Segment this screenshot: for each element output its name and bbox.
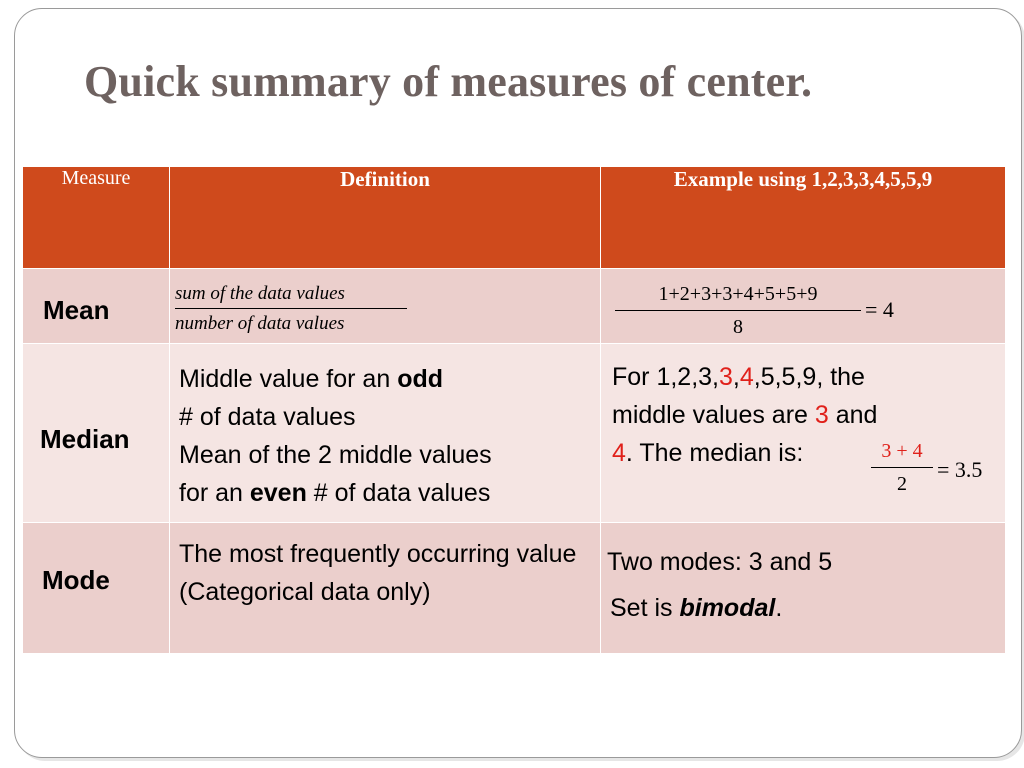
median-definition — [179, 360, 599, 512]
mean-definition-denominator: number of data values — [175, 313, 345, 334]
slide-title: Quick summary of measures of center. — [84, 57, 813, 106]
mode-definition-cell — [170, 523, 601, 654]
mode-ex-line1: Two modes: 3 and 5 — [607, 548, 833, 576]
mean-definition-fraction — [175, 283, 407, 335]
median-ex-red-3: 3 — [719, 363, 733, 391]
median-example-numerator: 3 + 4 — [881, 440, 923, 462]
median-ex-line1-pre: For 1,2,3, — [612, 363, 719, 391]
table-header-row — [23, 167, 1006, 269]
table-row-mode — [23, 523, 1006, 654]
table-row-mean — [23, 269, 1006, 344]
table-row-median — [23, 344, 1006, 523]
mode-example-cell — [601, 523, 1006, 654]
mean-example-numerator: 1+2+3+3+4+5+5+9 — [658, 283, 818, 305]
median-example-cell — [601, 344, 1006, 523]
median-example-denominator: 2 — [897, 473, 907, 495]
mode-ex-bimodal: bimodal — [679, 594, 776, 622]
header-example: Example using 1,2,3,3,4,5,5,9 — [601, 167, 1006, 269]
mean-example-cell — [601, 269, 1006, 344]
fraction-bar — [871, 467, 933, 468]
median-ex-red-4: 4 — [739, 363, 754, 391]
median-def-even: even — [249, 479, 307, 507]
median-example-fraction — [871, 440, 933, 496]
mode-example — [607, 539, 997, 631]
mean-example-denominator: 8 — [733, 316, 743, 338]
median-def-line1-text: Middle value for an — [179, 365, 398, 393]
median-def-line4-post: # of data values — [306, 479, 491, 507]
mean-definition-cell — [170, 269, 601, 344]
median-ex-line2-pre: middle values are — [612, 401, 815, 429]
median-ex-line3-red: 4 — [612, 439, 626, 467]
median-definition-cell — [170, 344, 601, 523]
mode-ex-line2 — [607, 585, 997, 631]
mean-label: Mean — [43, 295, 110, 325]
median-ex-line1-post: ,5,5,9, the — [753, 363, 865, 391]
median-def-line4-pre: for an — [179, 479, 250, 507]
mode-ex-line2-pre: Set is — [610, 594, 680, 622]
median-ex-comma: , — [732, 363, 740, 391]
mode-definition: The most frequently occurring value (Categorical data only) — [179, 540, 577, 606]
median-label: Median — [40, 424, 130, 454]
median-def-line1 — [179, 360, 599, 398]
mean-definition-numerator: sum of the data values — [175, 283, 345, 304]
median-def-line4 — [179, 474, 599, 512]
fraction-bar — [175, 308, 407, 309]
median-def-line2: # of data values — [179, 403, 356, 431]
measures-table — [22, 166, 1006, 654]
median-ex-line2 — [612, 396, 1002, 434]
median-def-line3: Mean of the 2 middle values — [179, 441, 492, 469]
mean-label-cell — [23, 269, 170, 344]
median-ex-line2-post: and — [828, 401, 878, 429]
median-example — [612, 358, 1002, 472]
mode-ex-line2-post: . — [775, 594, 783, 622]
mode-label: Mode — [42, 565, 110, 595]
median-ex-line1 — [612, 358, 1002, 396]
mean-example-fraction — [615, 283, 861, 339]
median-ex-line2-red: 3 — [814, 401, 829, 429]
header-measure: Measure — [23, 167, 170, 269]
fraction-bar — [615, 310, 861, 311]
mean-example-result: = 4 — [865, 297, 894, 322]
header-definition: Definition — [170, 167, 601, 269]
mode-label-cell — [23, 523, 170, 654]
median-ex-line3-post: . The median is: — [625, 439, 804, 467]
median-def-odd: odd — [397, 365, 444, 393]
median-example-result: = 3.5 — [937, 457, 983, 482]
median-label-cell — [23, 344, 170, 523]
